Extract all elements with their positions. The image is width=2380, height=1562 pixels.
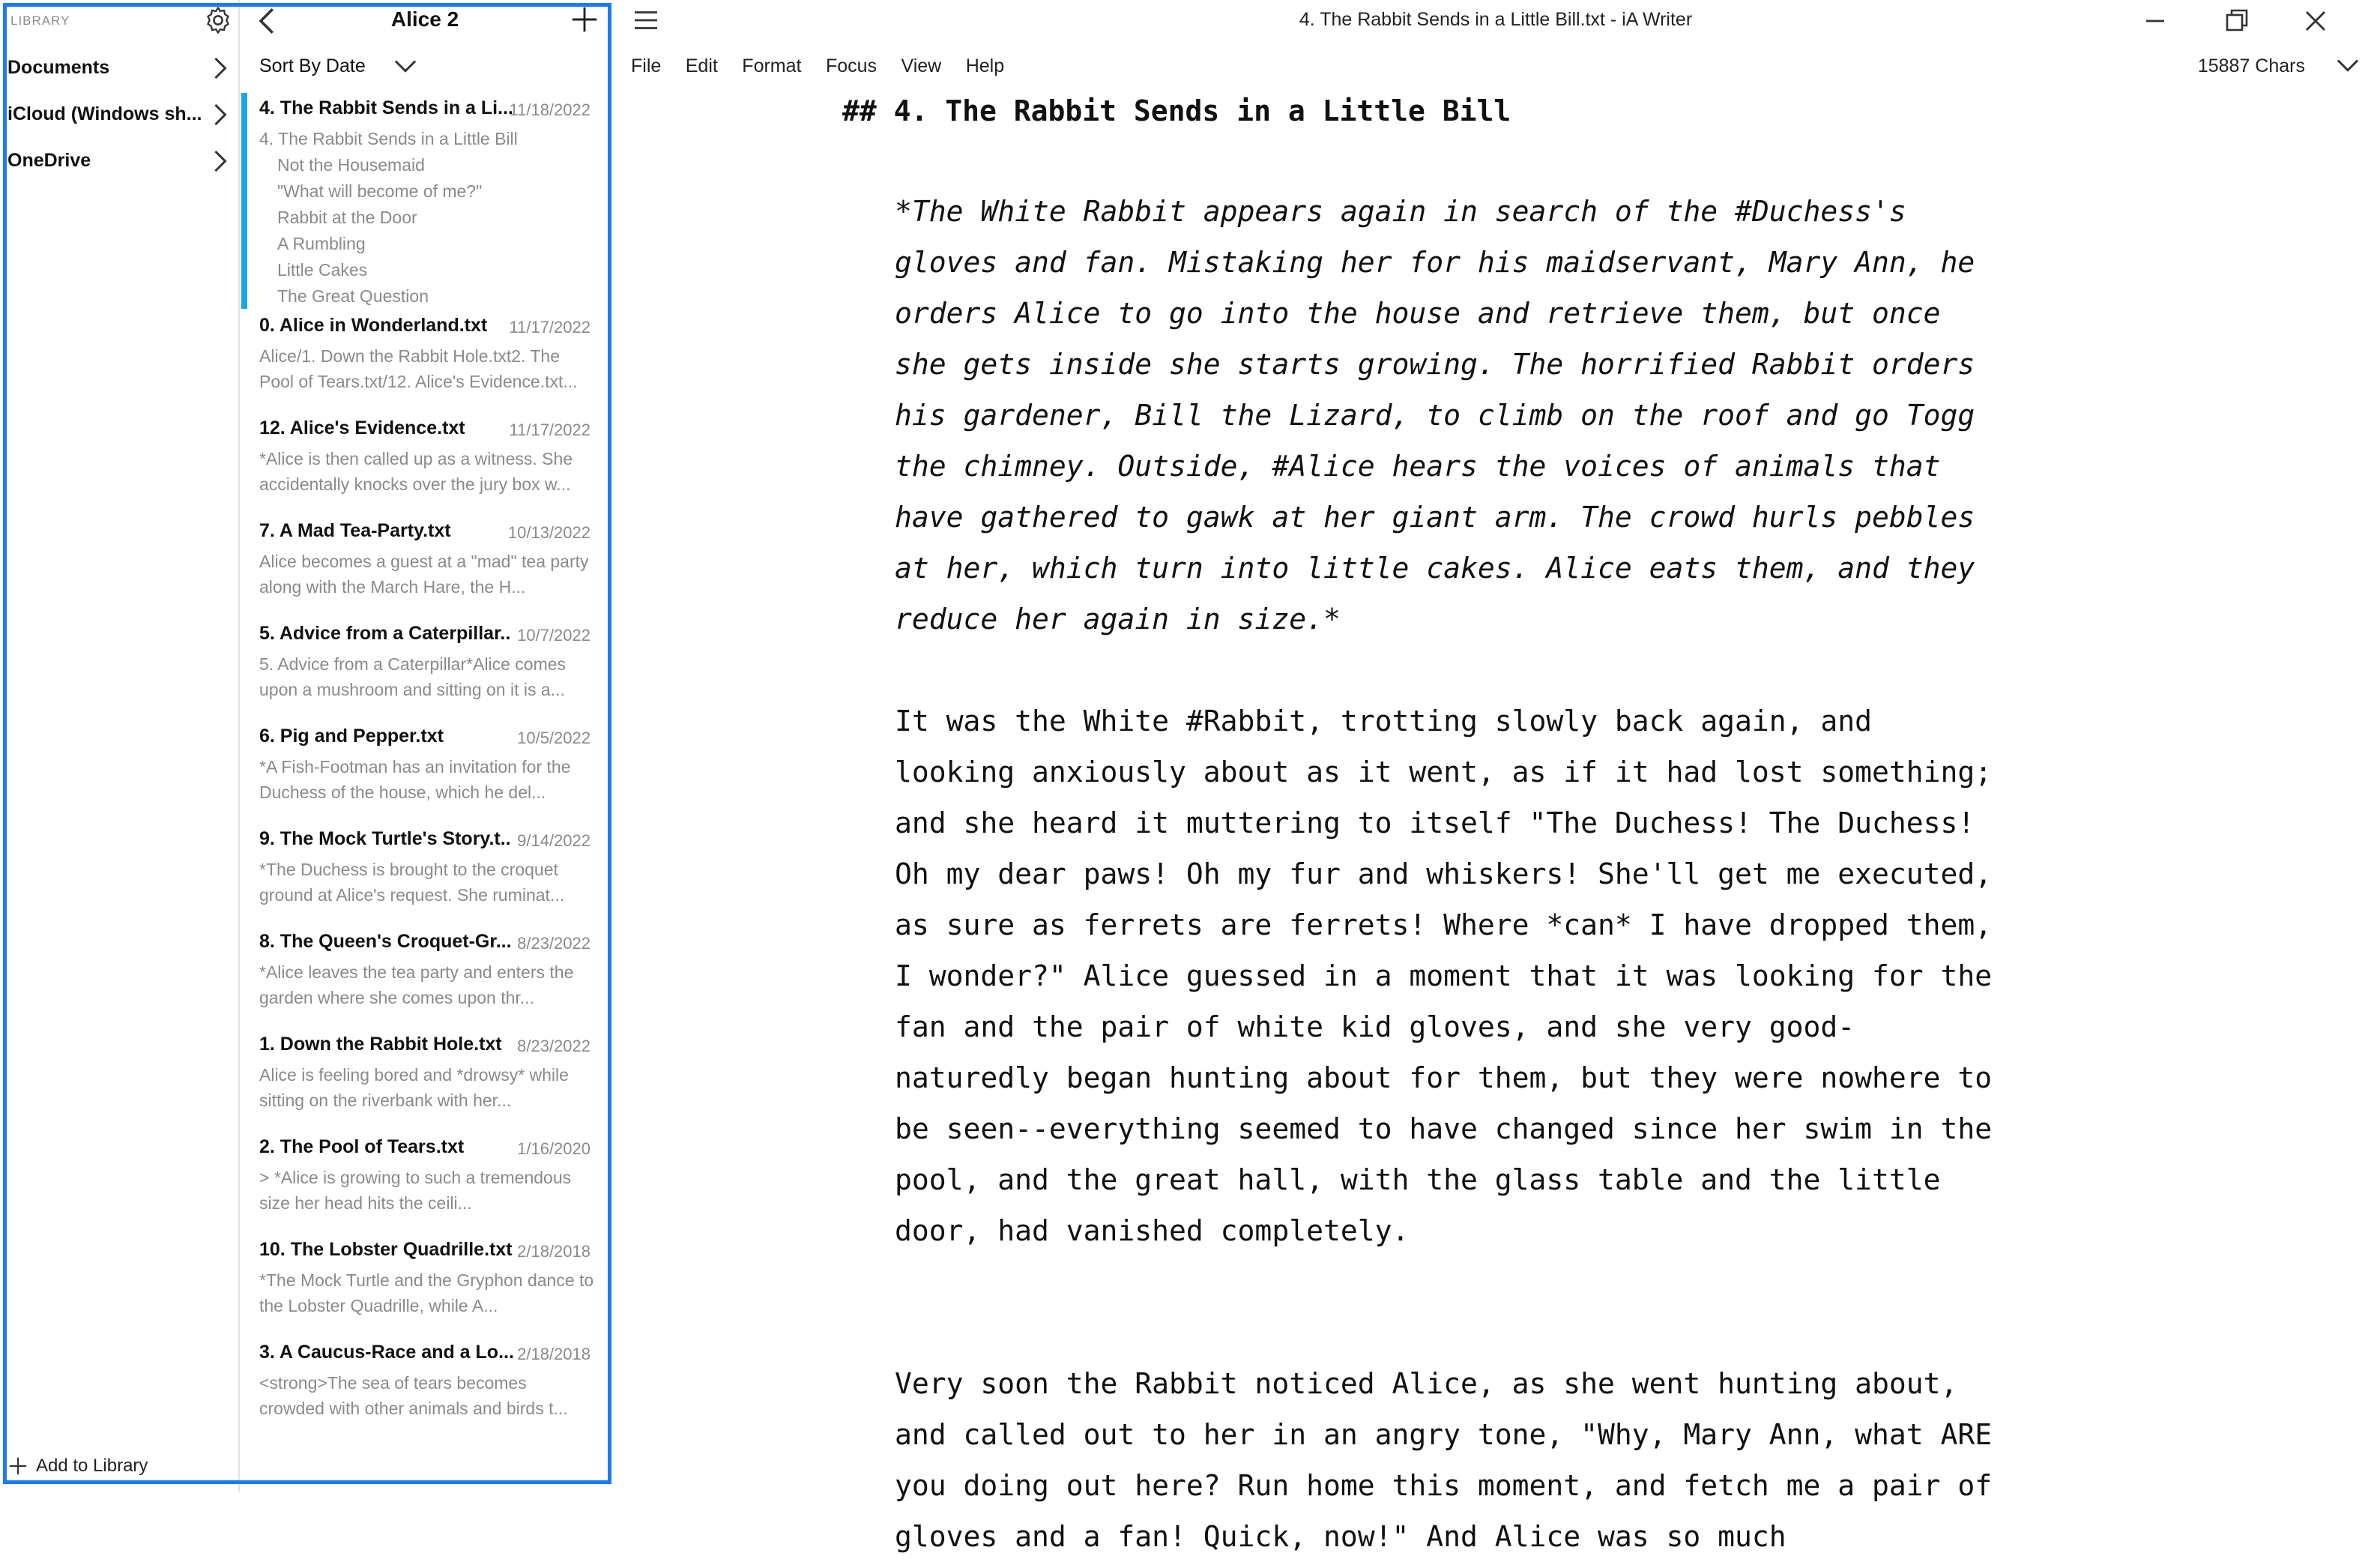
library-label: LIBRARY (10, 13, 70, 28)
library-item-icloud[interactable] (7, 96, 232, 133)
file-entry[interactable] (241, 1132, 608, 1234)
file-title: 9. The Mock Turtle's Story.t.. (259, 828, 511, 849)
file-entry[interactable] (241, 824, 608, 926)
file-excerpt: *Alice leaves the tea party and enters the garden where she comes upon thr... (259, 962, 574, 1007)
file-excerpt: *Alice is then called up as a witness. She accidentally knocks over the jury box w... (259, 449, 573, 494)
document-heading: ## 4. The Rabbit Sends in a Little Bill (842, 94, 1511, 127)
library-item-documents[interactable] (7, 49, 232, 87)
file-title: 0. Alice in Wonderland.txt (259, 315, 488, 336)
file-excerpt: Alice is feeling bored and *drowsy* while sitting on the riverbank with her... (259, 1065, 569, 1110)
chevron-down-icon (394, 57, 417, 76)
menu-bar (631, 55, 1025, 82)
file-entry[interactable] (241, 1337, 608, 1440)
file-entry[interactable] (241, 413, 608, 516)
file-date: 11/17/2022 (509, 318, 591, 337)
file-title: 12. Alice's Evidence.txt (259, 417, 465, 438)
file-excerpt: > *Alice is growing to such a tremendous size her head hits the ceili... (259, 1168, 572, 1213)
library-item-label: Documents (7, 57, 110, 78)
file-excerpt: *The Duchess is brought to the croquet ground at Alice's request. She ruminat... (259, 860, 565, 905)
file-excerpt: *The Mock Turtle and the Gryphon dance to the Lobster Quadrille, while A... (259, 1270, 594, 1315)
char-count[interactable]: 15887 Chars (2197, 55, 2305, 76)
file-excerpt: Alice/1. Down the Rabbit Hole.txt2. The Pool of Tears.txt/12. Alice's Evidence.txt... (259, 346, 578, 391)
chevron-right-icon (210, 150, 229, 172)
library-item-onedrive[interactable] (7, 142, 232, 180)
file-list (241, 93, 608, 1440)
library-item-label: OneDrive (7, 150, 91, 171)
files-header (241, 0, 608, 42)
document-paragraph: *The White Rabbit appears again in search of the #Duchess's gloves and fan. Mistaking her for his maidservant, Mary Ann, he orders Alice to go into the house and retrieve them, but once she gets inside she starts growing. The horrified Rabbit orders his gardener, Bill the Lizard, to climb on the roof and go Togg the chimney. Outside, #Alice hears the voices of animals that have gathered to gawk at her giant arm. The crowd hurls pebbles at her, which turn into little cakes. Alice eats them, and they reduce her again in size.* (895, 195, 1975, 636)
file-date: 8/23/2022 (517, 934, 591, 953)
file-entry[interactable] (241, 926, 608, 1029)
menu-help[interactable]: Help (965, 55, 1005, 76)
file-entry[interactable] (241, 1029, 608, 1132)
file-title: 2. The Pool of Tears.txt (259, 1136, 465, 1157)
file-date: 10/5/2022 (517, 729, 591, 747)
file-date: 11/18/2022 (509, 100, 591, 119)
file-title: 1. Down the Rabbit Hole.txt (259, 1034, 502, 1055)
add-to-library-label: Add to Library (36, 1456, 148, 1476)
menu-format[interactable]: Format (742, 55, 802, 76)
window-title: 4. The Rabbit Sends in a Little Bill.txt - iA Writer (1299, 9, 1693, 30)
outline-item[interactable]: The Great Question (277, 286, 429, 306)
outline-item[interactable]: Little Cakes (277, 260, 368, 280)
file-excerpt: <strong>The sea of tears becomes crowded with other animals and birds t... (259, 1373, 568, 1418)
file-title: 10. The Lobster Quadrille.txt (259, 1239, 513, 1260)
menu-edit[interactable]: Edit (685, 55, 718, 76)
file-title: 4. The Rabbit Sends in a Li... (259, 97, 513, 118)
file-date: 9/14/2022 (517, 831, 591, 850)
file-entry[interactable] (241, 1234, 608, 1337)
file-entry[interactable] (241, 721, 608, 824)
document-paragraph: Very soon the Rabbit noticed Alice, as she went hunting about, and called out to her in an angry tone, "Why, Mary Ann, what ARE you doing out here? Run home this moment, and fetch me a pair of gloves and a fan! Quick, now!" And Alice was so much (895, 1367, 1993, 1553)
file-date: 10/13/2022 (507, 523, 591, 542)
chevron-down-icon[interactable] (2337, 55, 2359, 76)
file-entry[interactable] (241, 310, 608, 413)
file-date: 1/16/2020 (517, 1139, 591, 1158)
file-title: 8. The Queen's Croquet-Gr... (259, 931, 512, 952)
sort-label: Sort By Date (259, 55, 366, 76)
file-title: 7. A Mad Tea-Party.txt (259, 520, 451, 541)
add-to-library-button[interactable] (7, 1453, 187, 1480)
file-entry-active[interactable] (241, 93, 608, 310)
file-excerpt: 5. Advice from a Caterpillar*Alice comes upon a mushroom and sitting on it is a... (259, 654, 567, 699)
restore-icon[interactable] (2221, 6, 2251, 36)
file-excerpt: Alice becomes a guest at a "mad" tea party along with the March Hare, the H... (259, 552, 589, 597)
outline-item[interactable]: 4. The Rabbit Sends in a Little Bill (259, 129, 518, 148)
library-pane (0, 0, 240, 1492)
folder-title: Alice 2 (390, 7, 459, 31)
chevron-right-icon (210, 57, 229, 79)
outline-item[interactable]: Rabbit at the Door (277, 208, 417, 227)
menu-view[interactable]: View (901, 55, 942, 76)
editor-pane (611, 0, 2380, 1553)
new-file-icon[interactable] (571, 6, 598, 33)
minimize-icon[interactable] (2140, 6, 2170, 36)
file-date: 8/23/2022 (517, 1037, 591, 1055)
sort-dropdown[interactable] (259, 52, 424, 82)
file-entry[interactable] (241, 618, 608, 721)
library-item-label: iCloud (Windows sh... (7, 103, 202, 124)
menu-file[interactable]: File (631, 55, 662, 76)
chevron-right-icon (210, 103, 229, 126)
file-title: 3. A Caucus-Race and a Lo... (259, 1342, 514, 1363)
file-excerpt: *A Fish-Footman has an invitation for the Duchess of the house, which he del... (259, 757, 571, 802)
file-date: 11/17/2022 (509, 420, 591, 439)
outline-item[interactable]: "What will become of me?" (277, 181, 483, 201)
plus-icon (7, 1456, 28, 1477)
file-entry[interactable] (241, 516, 608, 618)
file-date: 2/18/2018 (517, 1345, 591, 1363)
close-icon[interactable] (2301, 6, 2331, 36)
document-outline (259, 126, 589, 310)
gear-icon[interactable] (202, 4, 234, 36)
menu-focus[interactable]: Focus (825, 55, 878, 76)
file-date: 2/18/2018 (517, 1242, 591, 1261)
outline-item[interactable]: A Rumbling (277, 234, 366, 253)
file-list-pane (241, 0, 608, 1492)
file-title: 6. Pig and Pepper.txt (259, 726, 444, 747)
document-paragraph: It was the White #Rabbit, trotting slowly back again, and looking anxiously about as it went, as if it had lost something; and she heard it muttering to itself "The Duchess! The Duchess! Oh my dear paws! Oh my fur and whiskers! She'll get me executed, as sure as ferrets are ferrets! Where *can* I have dropped them, I wonder?" Alice guessed in a moment that it was looking for the fan and the pair of white kid gloves, and she very good-naturedly began hunting about for them, but they were nowhere to be seen--everything seemed to have changed since her swim in the pool, and the great hall, with the glass table and the little door, had vanished completely. (895, 705, 1993, 1247)
file-title: 5. Advice from a Caterpillar.. (259, 623, 511, 644)
outline-item[interactable]: Not the Housemaid (277, 155, 425, 175)
file-date: 10/7/2022 (517, 626, 591, 645)
